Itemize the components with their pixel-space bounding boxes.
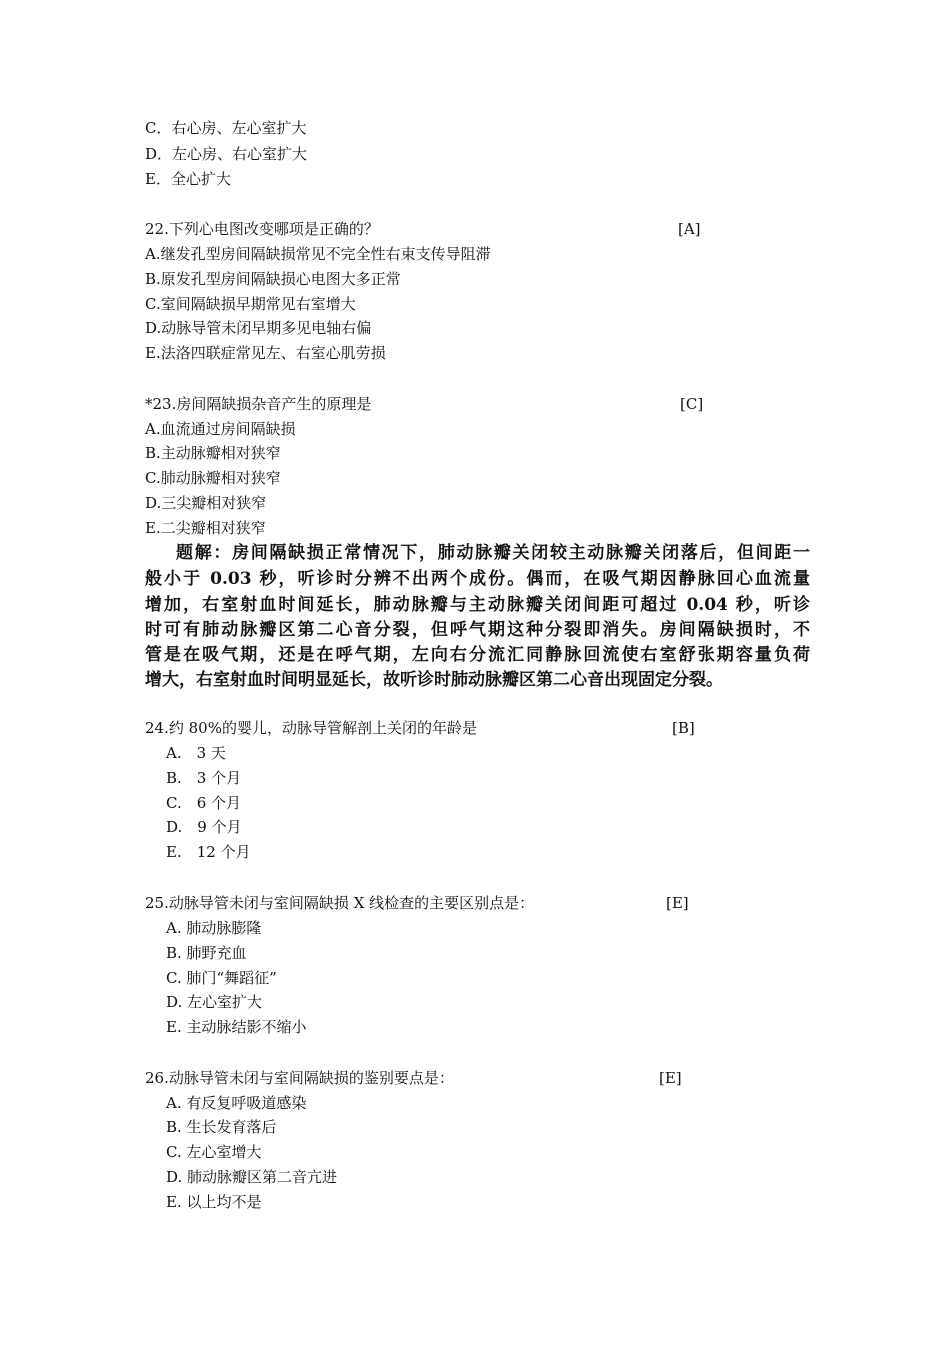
q24-option-b: B. 3 个月 — [166, 769, 242, 787]
q25-option-b: B. 肺野充血 — [166, 944, 247, 962]
q22-option-b: B.原发孔型房间隔缺损心电图大多正常 — [145, 270, 401, 288]
q24-option-e: E. 12 个月 — [166, 843, 251, 861]
q23-explanation-line-2: 般小于 0.03 秒，听诊时分辨不出两个成份。偶而，在吸气期因静脉回心血流量 — [145, 569, 810, 589]
q24-answer: [B] — [672, 719, 695, 737]
q25-option-e: E. 主动脉结影不缩小 — [166, 1018, 307, 1036]
q22-option-e: E.法洛四联症常见左、右室心肌劳损 — [145, 344, 386, 362]
q22-option-c: C.室间隔缺损早期常见右室增大 — [145, 295, 356, 313]
q25-option-a: A. 肺动脉膨隆 — [166, 919, 262, 937]
q23-option-c: C.肺动脉瓣相对狭窄 — [145, 469, 281, 487]
q26-option-b: B. 生长发育落后 — [166, 1118, 277, 1136]
q23-explanation-line-3: 增加，右室射血时间延长，肺动脉瓣与主动脉瓣关闭间距可超过 0.04 秒，听诊 — [145, 595, 810, 615]
q23-option-a: A.血流通过房间隔缺损 — [145, 420, 296, 438]
q23-explanation-line-1: 题解：房间隔缺损正常情况下，肺动脉瓣关闭较主动脉瓣关闭落后，但间距一 — [176, 543, 810, 563]
q24-stem: 24.约 80%的婴儿，动脉导管解剖上关闭的年龄是 — [145, 719, 477, 737]
q23-option-e: E.二尖瓣相对狭窄 — [145, 519, 266, 537]
q22-option-a: A.继发孔型房间隔缺损常见不完全性右束支传导阻滞 — [145, 245, 491, 263]
q23-explanation-line-6: 增大，右室射血时间明显延长，故听诊时肺动脉瓣区第二心音出现固定分裂。 — [145, 670, 723, 690]
q23-answer: [C] — [680, 395, 704, 413]
q23-option-d: D.三尖瓣相对狭窄 — [145, 494, 267, 512]
q26-stem: 26.动脉导管未闭与室间隔缺损的鉴别要点是： — [145, 1069, 454, 1087]
q25-option-c: C. 肺门“舞蹈征” — [166, 969, 277, 987]
q21-option-e: E．全心扩大 — [145, 170, 231, 188]
q26-option-a: A. 有反复呼吸道感染 — [166, 1094, 307, 1112]
q24-option-c: C. 6 个月 — [166, 794, 242, 812]
q24-option-a: A. 3 天 — [166, 744, 226, 762]
q26-option-e: E. 以上均不是 — [166, 1193, 262, 1211]
q21-option-c: C．右心房、左心室扩大 — [145, 119, 307, 137]
q21-option-d: D．左心房、右心室扩大 — [145, 145, 308, 163]
q25-answer: [E] — [666, 894, 689, 912]
q23-explanation-line-5: 管是在吸气期，还是在呼气期，左向右分流汇同静脉回流使右室舒张期容量负荷 — [145, 645, 810, 665]
q26-answer: [E] — [659, 1069, 682, 1087]
q23-option-b: B.主动脉瓣相对狭窄 — [145, 444, 281, 462]
q23-explanation-line-4: 时可有肺动脉瓣区第二心音分裂，但呼气期这种分裂即消失。房间隔缺损时，不 — [145, 620, 810, 640]
q25-option-d: D. 左心室扩大 — [166, 993, 263, 1011]
q26-option-c: C. 左心室增大 — [166, 1143, 262, 1161]
q24-option-d: D. 9 个月 — [166, 818, 242, 836]
q26-option-d: D. 肺动脉瓣区第二音亢进 — [166, 1168, 338, 1186]
q22-stem: 22.下列心电图改变哪项是正确的？ — [145, 220, 379, 238]
q22-option-d: D.动脉导管未闭早期多见电轴右偏 — [145, 319, 372, 337]
q23-stem: *23.房间隔缺损杂音产生的原理是 — [145, 395, 372, 413]
q22-answer: [A] — [678, 220, 701, 238]
q25-stem: 25.动脉导管未闭与室间隔缺损 X 线检查的主要区别点是： — [145, 894, 535, 912]
